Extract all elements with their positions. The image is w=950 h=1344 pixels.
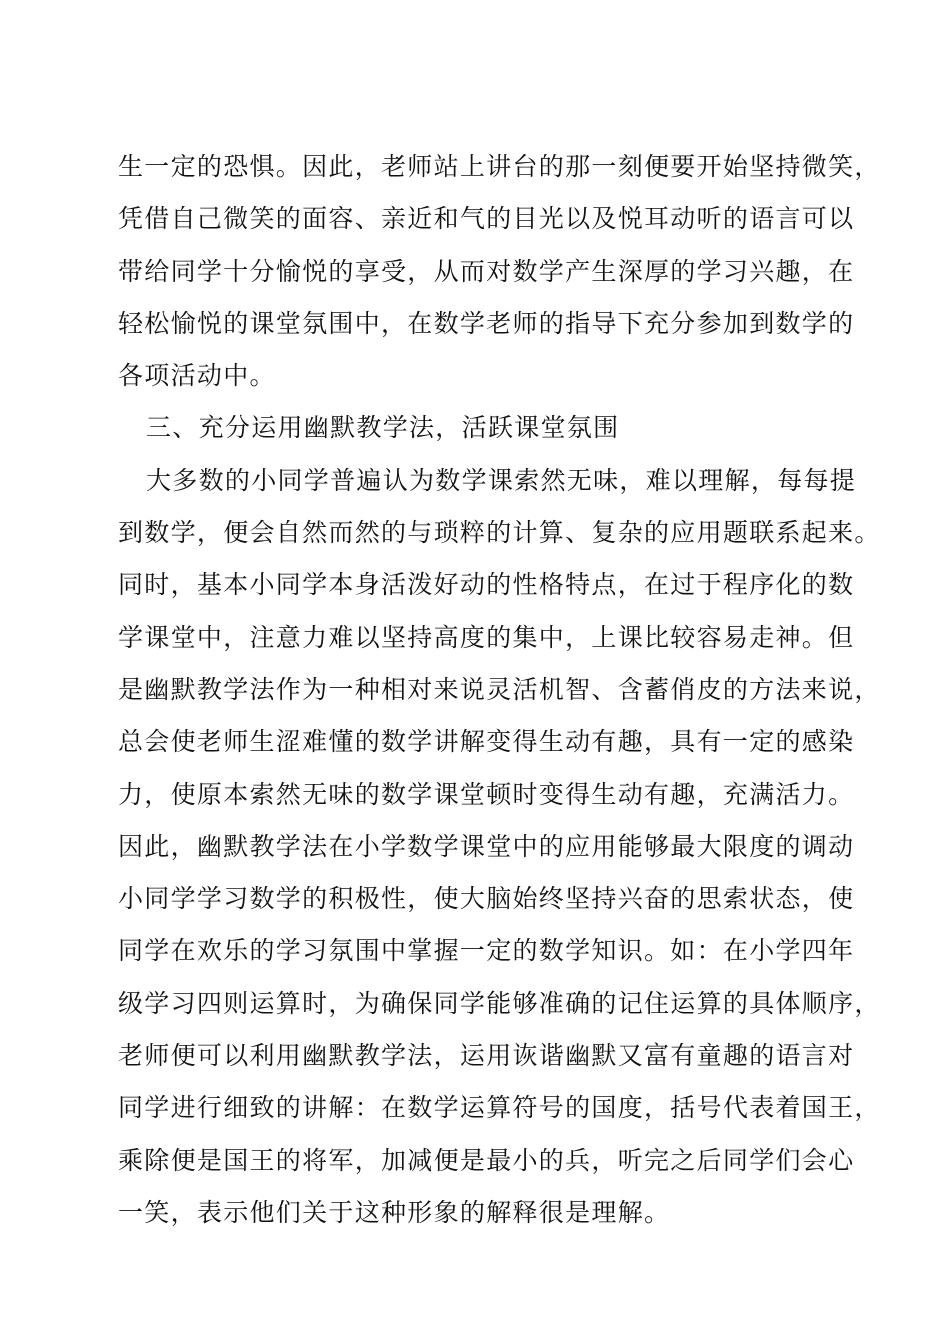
text-line: 带给同学十分愉悦的享受，从而对数学产生深厚的学习兴趣，在 (118, 256, 855, 286)
text-line: 到数学，便会自然而然的与琐粹的计算、复杂的应用题联系起来。 (118, 518, 881, 548)
text-line: 凭借自己微笑的面容、亲近和气的目光以及悦耳动听的语言可以 (118, 204, 855, 234)
text-line: 轻松愉悦的课堂氛围中，在数学老师的指导下充分参加到数学的 (118, 308, 855, 338)
body-text (118, 147, 881, 1245)
text-line: 同学进行细致的讲解：在数学运算符号的国度，括号代表着国王， (118, 1093, 881, 1123)
text-line: 大多数的小同学普遍认为数学课索然无味，难以理解，每每提 (146, 465, 857, 495)
text-line: 小同学学习数学的积极性，使大脑始终坚持兴奋的思索状态，使 (118, 884, 855, 914)
text-line: 乘除便是国王的将军，加减便是最小的兵，听完之后同学们会心 (118, 1145, 855, 1175)
text-line: 力，使原本索然无味的数学课堂顿时变得生动有趣，充满活力。 (118, 779, 855, 809)
text-line: 是幽默教学法作为一种相对来说灵活机智、含蓄俏皮的方法来说， (118, 674, 881, 704)
text-line: 同时，基本小同学本身活泼好动的性格特点，在过于程序化的数 (118, 570, 855, 600)
text-line: 总会使老师生涩难懂的数学讲解变得生动有趣，具有一定的感染 (118, 727, 855, 757)
text-line: 同学在欢乐的学习氛围中掌握一定的数学知识。如：在小学四年 (118, 936, 855, 966)
text-line: 一笑，表示他们关于这种形象的解释很是理解。 (118, 1197, 671, 1227)
text-line: 生一定的恐惧。因此，老师站上讲台的那一刻便要开始坚持微笑， (118, 152, 881, 181)
text-line: 老师便可以利用幽默教学法，运用诙谐幽默又富有童趣的语言对 (118, 1041, 855, 1071)
text-line: 级学习四则运算时，为确保同学能够准确的记住运算的具体顺序， (118, 988, 881, 1018)
section-heading: 三、充分运用幽默教学法，活跃课堂氛围 (146, 413, 620, 443)
text-line: 学课堂中，注意力难以坚持高度的集中，上课比较容易走神。但 (118, 622, 855, 652)
text-line: 各项活动中。 (118, 361, 276, 391)
text-line: 因此，幽默教学法在小学数学课堂中的应用能够最大限度的调动 (118, 831, 855, 861)
